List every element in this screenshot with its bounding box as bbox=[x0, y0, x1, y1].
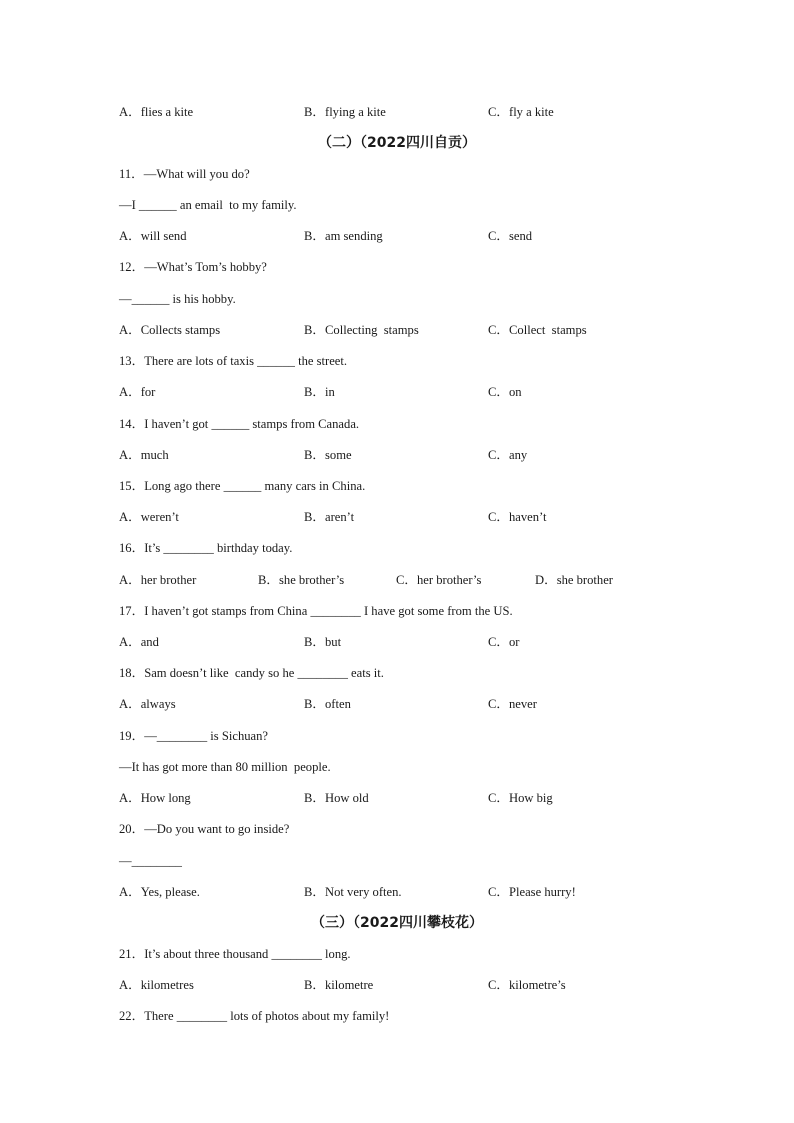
question-12-reply: —______ is his hobby. bbox=[119, 292, 236, 306]
q16-option-b: B．she brother’s bbox=[258, 573, 345, 587]
q17-option-b: B．but bbox=[304, 635, 342, 649]
q15-option-b: B．aren’t bbox=[304, 510, 355, 524]
q21-option-a: A．kilometres bbox=[119, 978, 194, 992]
q15-option-c: C．haven’t bbox=[488, 510, 547, 524]
q17-option-a: A．and bbox=[119, 635, 159, 649]
q14-option-c: C．any bbox=[488, 448, 528, 462]
q10-option-c: C．fly a kite bbox=[488, 105, 554, 119]
q21-option-b: B．kilometre bbox=[304, 978, 374, 992]
q10-option-a: A．flies a kite bbox=[119, 105, 194, 119]
q11-option-a: A．will send bbox=[119, 229, 187, 243]
q16-option-d: D．she brother bbox=[535, 573, 613, 587]
q21-option-c: C．kilometre’s bbox=[488, 978, 566, 992]
q12-option-a: A．Collects stamps bbox=[119, 323, 221, 337]
section-heading-2: （二）（2022四川自贡） bbox=[318, 135, 476, 151]
question-19: 19．—________ is Sichuan? bbox=[119, 729, 269, 743]
q17-option-c: C．or bbox=[488, 635, 520, 649]
q16-option-a: A．her brother bbox=[119, 573, 197, 587]
question-22: 22．There ________ lots of photos about my family! bbox=[119, 1009, 390, 1023]
question-11-reply: —I ______ an email to my family. bbox=[119, 198, 297, 212]
q20-option-c: C．Please hurry! bbox=[488, 885, 576, 899]
q19-option-a: A．How long bbox=[119, 791, 191, 805]
question-14: 14．I haven’t got ______ stamps from Canada. bbox=[119, 417, 360, 431]
q13-option-b: B．in bbox=[304, 385, 335, 399]
q11-option-b: B．am sending bbox=[304, 229, 383, 243]
question-19-reply: —It has got more than 80 million people. bbox=[119, 760, 331, 774]
q19-option-b: B．How old bbox=[304, 791, 369, 805]
section-heading-3: （三）（2022四川攀枝花） bbox=[311, 915, 483, 931]
question-20-reply: —________ bbox=[119, 854, 182, 868]
q14-option-b: B．some bbox=[304, 448, 352, 462]
question-13: 13．There are lots of taxis ______ the street. bbox=[119, 354, 348, 368]
question-21: 21．It’s about three thousand ________ long. bbox=[119, 947, 351, 961]
q10-option-b: B．flying a kite bbox=[304, 105, 386, 119]
q12-option-b: B．Collecting stamps bbox=[304, 323, 419, 337]
q11-option-c: C．send bbox=[488, 229, 533, 243]
q19-option-c: C．How big bbox=[488, 791, 553, 805]
question-16: 16．It’s ________ birthday today. bbox=[119, 541, 293, 555]
q15-option-a: A．weren’t bbox=[119, 510, 179, 524]
question-15: 15．Long ago there ______ many cars in China. bbox=[119, 479, 366, 493]
question-17: 17．I haven’t got stamps from China ________ I have got some from the US. bbox=[119, 604, 513, 618]
q20-option-a: A．Yes, please. bbox=[119, 885, 200, 899]
q18-option-c: C．never bbox=[488, 697, 537, 711]
question-12: 12．—What’s Tom’s hobby? bbox=[119, 260, 267, 274]
q13-option-c: C．on bbox=[488, 385, 522, 399]
q16-option-c: C．her brother’s bbox=[396, 573, 482, 587]
q18-option-a: A．always bbox=[119, 697, 176, 711]
question-20: 20．—Do you want to go inside? bbox=[119, 822, 290, 836]
q12-option-c: C．Collect stamps bbox=[488, 323, 587, 337]
q13-option-a: A．for bbox=[119, 385, 156, 399]
question-11: 11．—What will you do? bbox=[119, 167, 250, 181]
q14-option-a: A．much bbox=[119, 448, 169, 462]
q18-option-b: B．often bbox=[304, 697, 351, 711]
question-18: 18．Sam doesn’t like candy so he ________ eats it. bbox=[119, 666, 384, 680]
q20-option-b: B．Not very often. bbox=[304, 885, 402, 899]
